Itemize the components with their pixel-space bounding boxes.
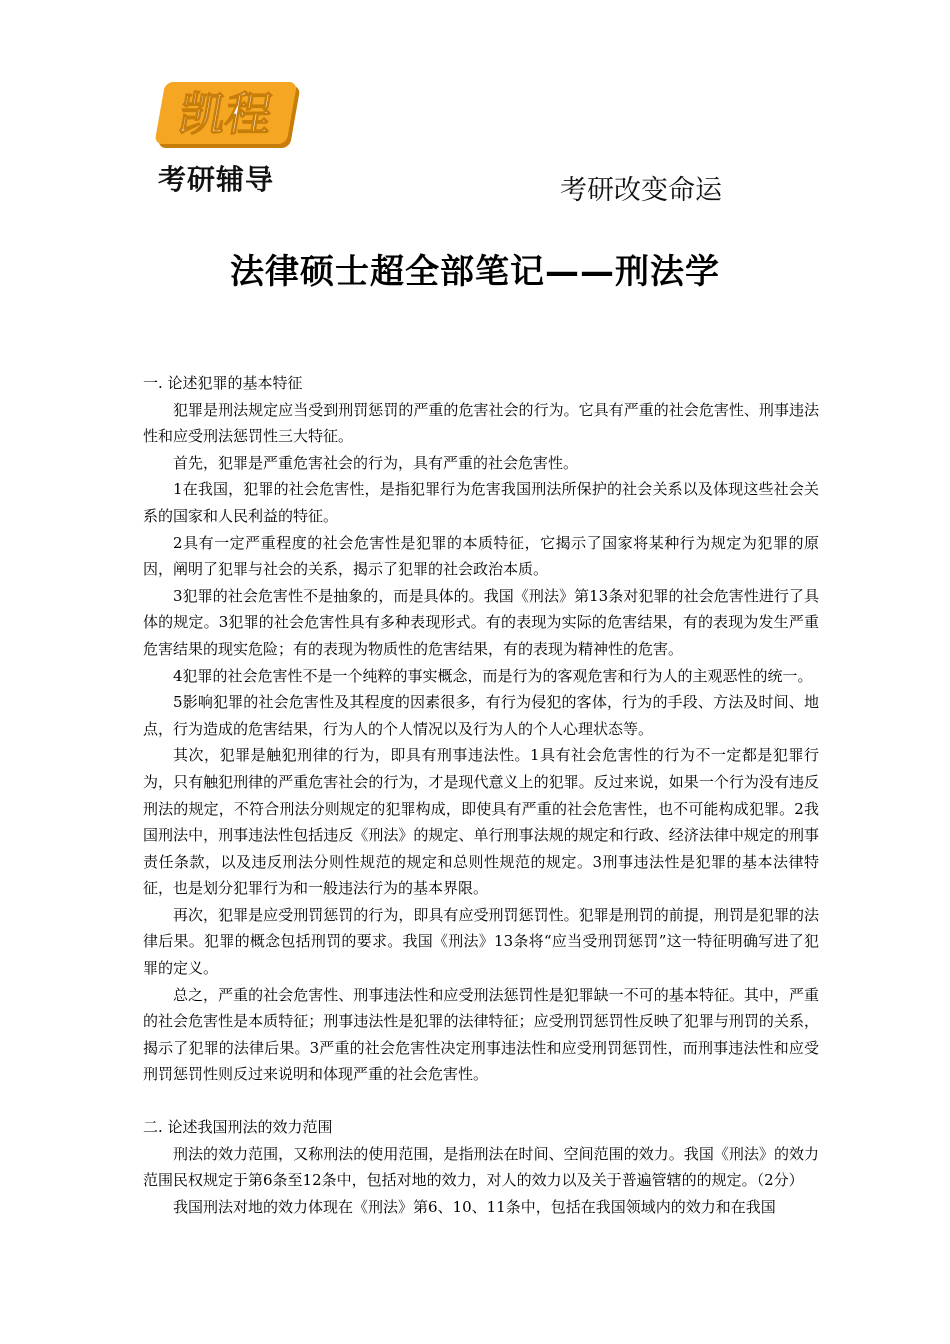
section-criminal-law-scope — [143, 1114, 819, 1220]
paragraph: 4犯罪的社会危害性不是一个纯粹的事实概念，而是行为的客观危害和行为人的主观恶性的统一。 — [173, 666, 813, 685]
section-crime-characteristics — [143, 370, 819, 1088]
paragraph: 1在我国，犯罪的社会危害性，是指犯罪行为危害我国刑法所保护的社会关系以及体现这些社会关系的国家和人民利益的特征。 — [143, 480, 819, 525]
paragraph: 3犯罪的社会危害性不是抽象的，而是具体的。我国《刑法》第13条对犯罪的社会危害性进行了具体的规定。3犯罪的社会危害性具有多种表现形式。有的表现为实际的危害结果，有的表现为发生严重危害结果的现实危险；有的表现为物质性的危害结果，有的表现为精神性的危害。 — [143, 586, 819, 658]
paragraph: 总之，严重的社会危害性、刑事违法性和应受刑法惩罚性是犯罪缺一不可的基本特征。其中，严重的社会危害性是本质特征；刑事违法性是犯罪的法律特征；应受刑罚惩罚性反映了犯罪与刑罚的关系，揭示了犯罪的法律后果。3严重的社会危害性决定刑事违法性和应受刑罚惩罚性，而刑事违法性和应受刑罚惩罚性则反过来说明和体现严重的社会危害性。 — [143, 985, 819, 1084]
paragraph: 2具有一定严重程度的社会危害性是犯罪的本质特征，它揭示了国家将某种行为规定为犯罪的原因，阐明了犯罪与社会的关系，揭示了犯罪的社会政治本质。 — [143, 533, 819, 579]
document-body — [143, 370, 819, 1246]
paragraph: 再次，犯罪是应受刑罚惩罚的行为，即具有应受刑罚惩罚性。犯罪是刑罚的前提，刑罚是犯罪的法律后果。犯罪的概念包括刑罚的要求。我国《刑法》13条将“应当受刑罚惩罚”这一特征明确写进了犯罪的定义。 — [143, 905, 819, 978]
paragraph: 其次，犯罪是触犯刑律的行为，即具有刑事违法性。1具有社会危害性的行为不一定都是犯罪行为，只有触犯刑律的严重危害社会的行为，才是现代意义上的犯罪。反过来说，如果一个行为没有违反刑法的规定，不符合刑法分则规定的犯罪构成，即使具有严重的社会危害性，也不可能构成犯罪。2我国刑法中，刑事违法性包括违反《刑法》的规定、单行刑事法规的规定和行政、经济法律中规定的刑事责任条款，以及违反刑法分则性规范的规定和总则性规范的规定。3刑事违法性是犯罪的基本法律特征，也是划分犯罪行为和一般违法行为的基本界限。 — [143, 746, 819, 898]
logo-mark — [154, 78, 302, 156]
paragraph: 我国刑法对地的效力体现在《刑法》第6、10、11条中，包括在我国领域内的效力和在我国 — [173, 1197, 776, 1216]
brand-logo — [150, 78, 310, 198]
paragraph: 5影响犯罪的社会危害性及其程度的因素很多，有行为侵犯的客体，行为的手段、方法及时间、地点，行为造成的危害结果，行为人的个人情况以及行为人的个人心理状态等。 — [143, 693, 819, 738]
logo-text: 凯程 — [174, 87, 277, 141]
document-title: 法律硕士超全部笔记——刑法学 — [230, 252, 720, 292]
paragraph: 刑法的效力范围，又称刑法的使用范围，是指刑法在时间、空间范围的效力。我国《刑法》的效力范围民权规定于第6条至12条中，包括对地的效力，对人的效力以及关于普遍管辖的的规定。（2分） — [143, 1144, 819, 1190]
section-heading: 二. 论述我国刑法的效力范围 — [143, 1118, 333, 1137]
paragraph: 首先，犯罪是严重危害社会的行为，具有严重的社会危害性。 — [173, 453, 579, 472]
paragraph: 犯罪是刑法规定应当受到刑罚惩罚的严重的危害社会的行为。它具有严重的社会危害性、刑事违法性和应受刑法惩罚性三大特征。 — [143, 400, 819, 446]
logo-subtitle: 考研辅导 — [158, 163, 275, 196]
header-slogan: 考研改变命运 — [560, 175, 722, 206]
section-heading: 一. 论述犯罪的基本特征 — [143, 374, 303, 392]
